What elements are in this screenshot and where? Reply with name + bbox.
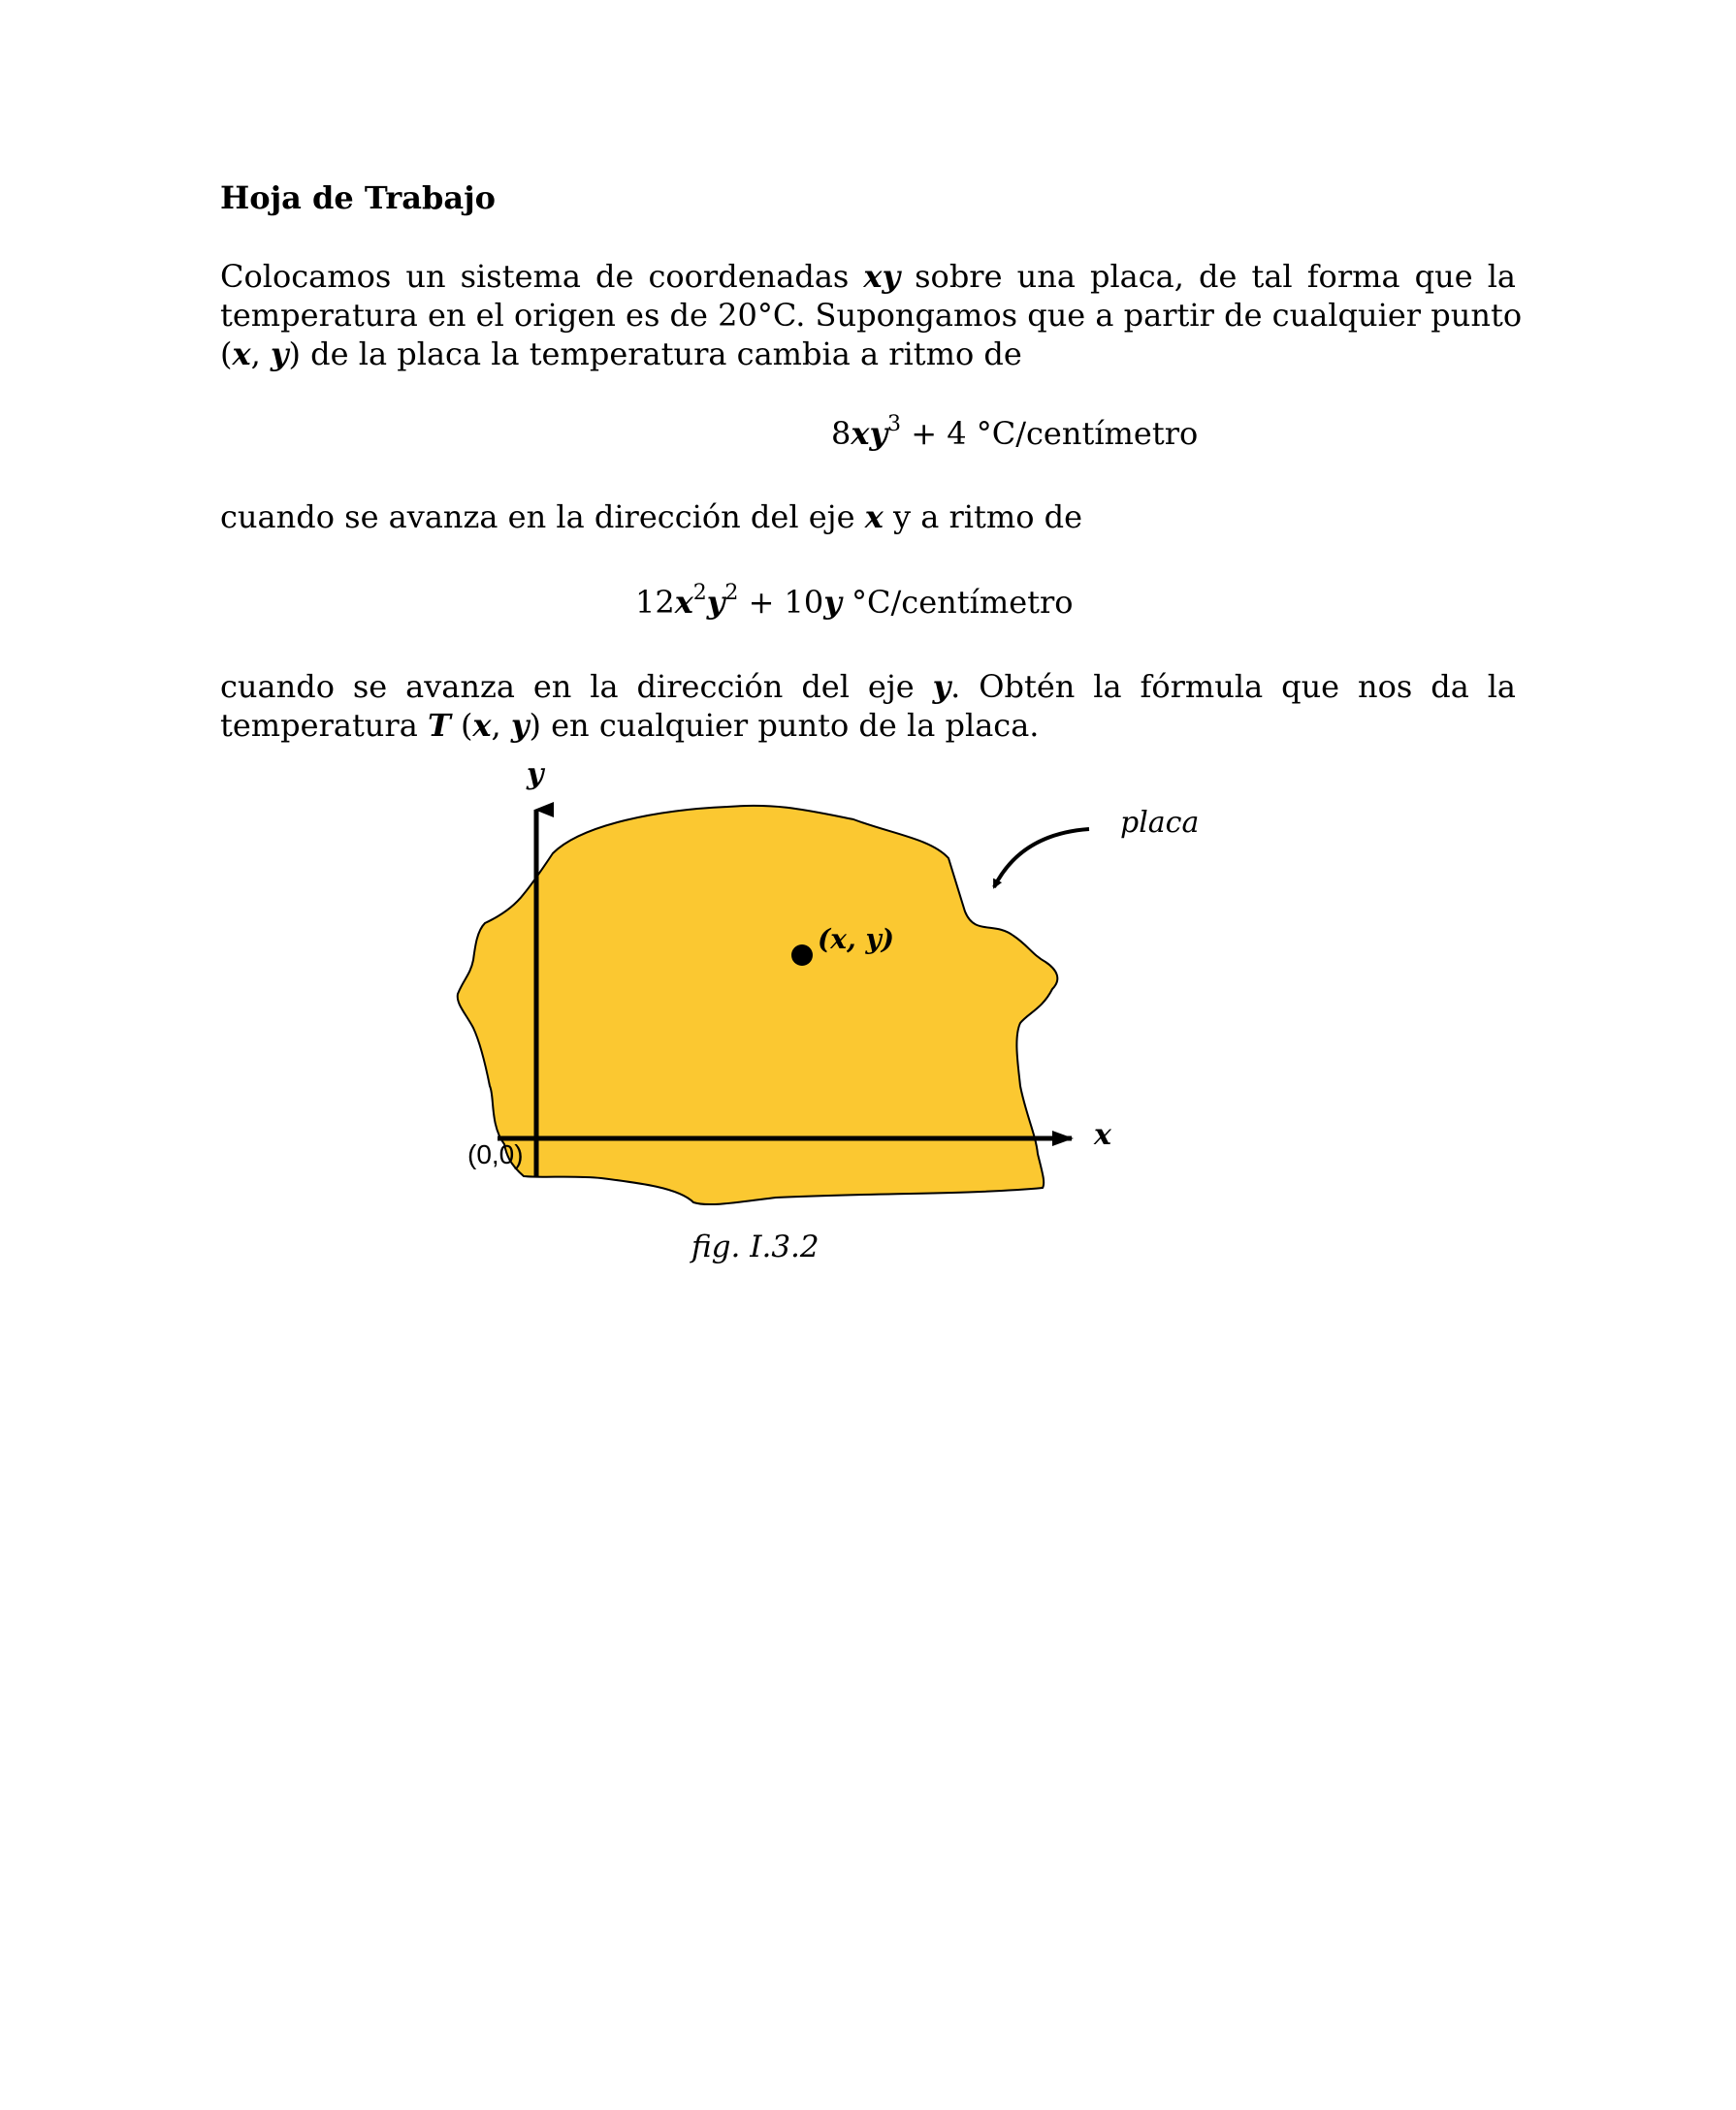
intro-line-2: temperatura en el origen es de 20°C. Supongamos que a partir de cualquier punto: [220, 297, 1523, 334]
figure-caption: fig. I.3.2: [691, 1230, 820, 1264]
var-xy: xy: [863, 258, 901, 295]
x-axis-label: x: [1094, 1118, 1111, 1152]
question-line-2: temperatura T (x, y) en cualquier punto de la placa.: [220, 707, 1040, 744]
plate-shape: [458, 806, 1058, 1204]
origin-label: (0,0): [467, 1139, 524, 1169]
intro-line-3: (x, y) de la placa la temperatura cambia a ritmo de: [220, 336, 1022, 372]
plate-pointer-arrow: [994, 829, 1089, 887]
point-label: (x, y): [818, 923, 894, 955]
rate-formula-x: $8xy^3 + 4$ °C/centímetro: [831, 412, 1199, 452]
y-axis-label: y: [527, 757, 544, 791]
middle-paragraph: cuando se avanza en la dirección del eje x y a ritmo de: [220, 498, 1083, 535]
plate-label: placa: [1120, 806, 1200, 840]
page-title: Hoja de Trabajo: [220, 179, 497, 216]
intro-line-1: Colocamos un sistema de coordenadas xy sobre una placa, de tal forma que la: [220, 258, 1517, 295]
question-line-1: cuando se avanza en la dirección del eje y. Obtén la fórmula que nos da la: [220, 668, 1516, 705]
rate-formula-y: $12x^2y^2 + 10y$ °C/centímetro: [635, 581, 1074, 621]
point-marker: [791, 944, 813, 966]
